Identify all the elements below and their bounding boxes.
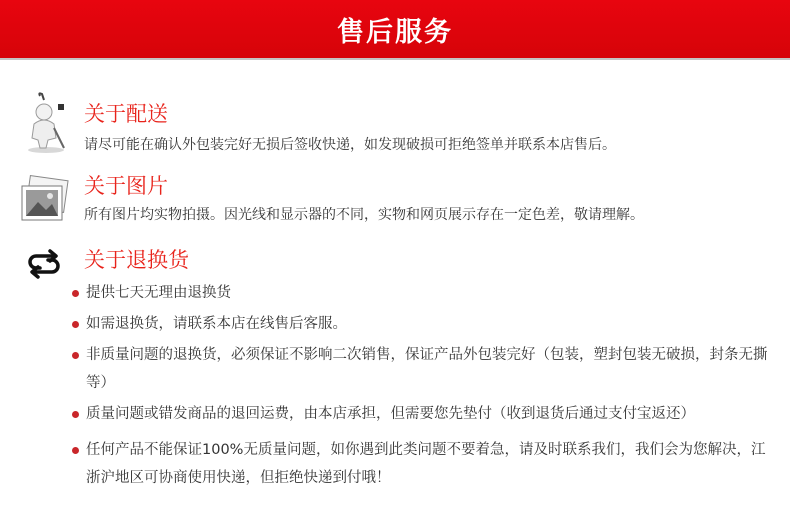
list-item-text: 质量问题或错发商品的退回运费，由本店承担，但需要您先垫付（收到退货后通过支付宝返还） (86, 406, 695, 422)
bullet-dot-icon (72, 447, 79, 454)
bullet-dot-icon (72, 290, 79, 297)
list-item (70, 400, 775, 428)
bullet-dot-icon (72, 321, 79, 328)
section-photos-text: 所有图片均实物拍摄。因光线和显示器的不同，实物和网页展示存在一定色差，敬请理解。 (84, 207, 644, 223)
exchange-arrows-icon (24, 248, 64, 284)
page-title: 售后服务 (337, 16, 453, 48)
header-banner (0, 0, 790, 58)
header-divider (0, 58, 790, 60)
list-item-text: 任何产品不能保证100%无质量问题，如你遇到此类问题不要着急，请及时联系我们，我们会为您解决，江浙沪地区可协商使用快递，但拒绝快递到付哦！ (86, 442, 766, 486)
list-item-text: 提供七天无理由退换货 (86, 285, 231, 301)
bullet-dot-icon (72, 352, 79, 359)
list-item-text: 如需退换货，请联系本店在线售后客服。 (86, 316, 347, 332)
section-delivery-title: 关于配送 (84, 102, 168, 126)
list-item (70, 279, 775, 307)
list-item (70, 310, 775, 338)
returns-policy-list (70, 279, 775, 492)
photo-icon (18, 174, 72, 232)
section-delivery-text: 请尽可能在确认外包装完好无损后签收快递，如发现破损可拒绝签单并联系本店售后。 (84, 137, 616, 153)
section-photos-title: 关于图片 (84, 174, 168, 198)
delivery-figure-icon (18, 90, 74, 158)
list-item (70, 341, 775, 397)
bullet-dot-icon (72, 411, 79, 418)
list-item-text: 非质量问题的退换货，必须保证不影响二次销售，保证产品外包装完好（包装，塑封包装无破损，封条无撕等） (86, 347, 768, 391)
list-item (70, 436, 775, 492)
section-returns-title: 关于退换货 (84, 248, 189, 272)
